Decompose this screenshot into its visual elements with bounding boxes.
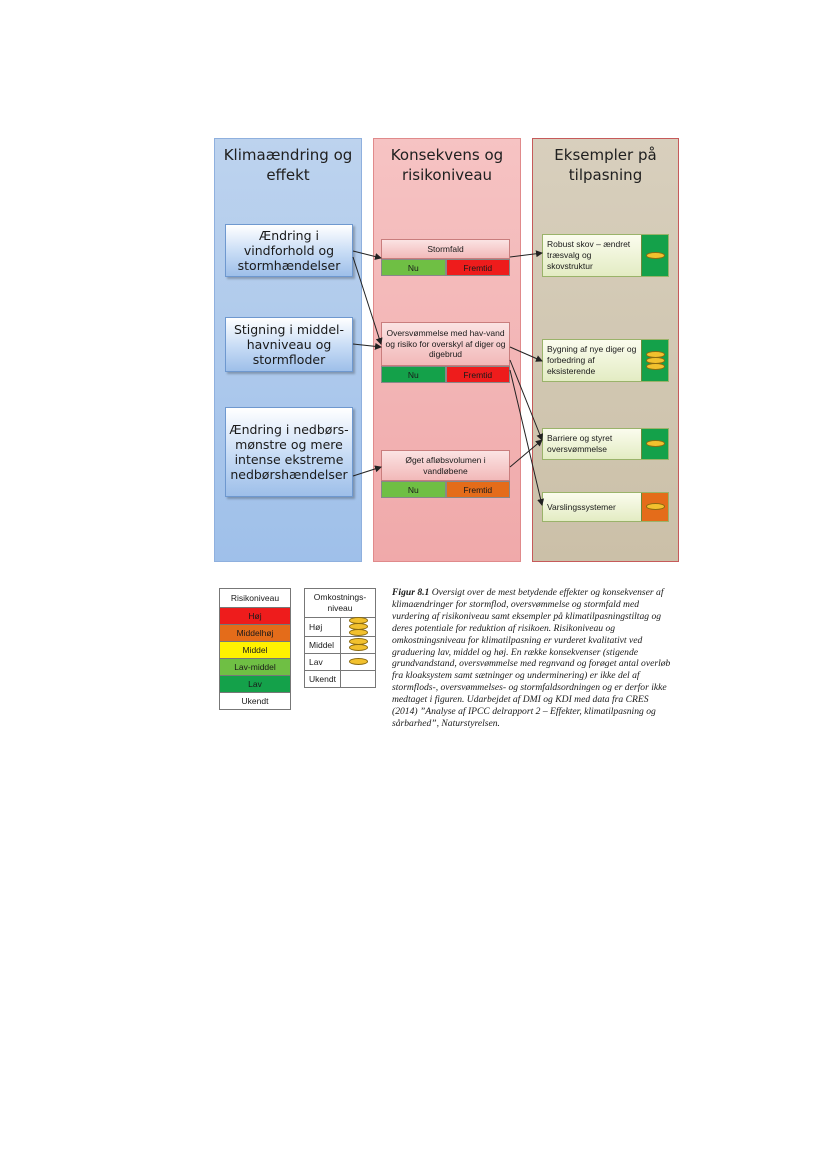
caption-label: Figur 8.1 xyxy=(392,587,430,598)
consequence-title: Oversvømmelse med hav-vand og risiko for overskyl af diger og digebrud xyxy=(381,322,510,366)
adaptation-text: Robust skov – ændret træsvalg og skovstruktur xyxy=(547,239,631,271)
legend-item-lowmedium: Lav-middel xyxy=(220,659,291,676)
climate-box-wind: Ændring i vindforhold og stormhændelser xyxy=(225,224,353,277)
cost-indicator xyxy=(641,340,668,381)
legend-item-low: Lav xyxy=(220,676,291,693)
coin-stack-icon xyxy=(345,618,371,636)
consequence-title: Øget afløbsvolumen i vandløbene xyxy=(381,450,510,481)
figure-caption xyxy=(392,587,675,730)
legend-item-unknown: Ukendt xyxy=(305,671,341,688)
legend-item-medium: Middel xyxy=(305,637,341,654)
cost-level-legend xyxy=(304,588,376,688)
legend-item-medium: Middel xyxy=(220,642,291,659)
risk-now-pill: Nu xyxy=(381,481,446,498)
legend-item-high: Høj xyxy=(305,618,341,637)
consequence-box-runoff xyxy=(381,450,510,498)
adaptation-text: Barriere og styret oversvømmelse xyxy=(547,433,613,454)
cost-indicator xyxy=(641,429,668,459)
adaptation-box-barrier xyxy=(542,428,669,460)
consequence-title: Stormfald xyxy=(381,239,510,259)
consequence-box-flooding xyxy=(381,322,510,383)
risk-future-pill: Fremtid xyxy=(446,366,511,383)
climate-box-precipitation: Ændring i nedbørs-mønstre og mere intense ekstreme nedbørshændelser xyxy=(225,407,353,497)
cost-indicator xyxy=(641,235,668,276)
coin-stack-icon xyxy=(646,504,665,510)
risk-future-pill: Fremtid xyxy=(446,481,511,498)
risk-future-pill: Fremtid xyxy=(446,259,511,276)
legend-item-unknown: Ukendt xyxy=(220,693,291,710)
legend-item-low: Lav xyxy=(305,654,341,671)
coin-stack-icon xyxy=(646,253,665,259)
adaptation-text: Bygning af nye diger og forbedring af eksisterende xyxy=(547,344,637,376)
consequence-box-stormfald xyxy=(381,239,510,276)
coin-stack-icon xyxy=(345,659,371,665)
risk-now-pill: Nu xyxy=(381,259,446,276)
risk-level-legend xyxy=(219,588,291,710)
column-header-adaptation: Eksempler på tilpasning xyxy=(554,146,657,184)
column-header-climate: Klimaændring og effekt xyxy=(223,146,353,184)
adaptation-text: Varslingssystemer xyxy=(547,501,616,512)
adaptation-box-warning xyxy=(542,492,669,522)
risk-now-pill: Nu xyxy=(381,366,446,383)
legend-header: Risikoniveau xyxy=(220,589,291,608)
coin-stack-icon xyxy=(345,639,371,651)
cost-indicator xyxy=(641,493,668,521)
coin-stack-icon xyxy=(646,441,665,447)
legend-item-mediumhigh: Middelhøj xyxy=(220,625,291,642)
caption-text: Oversigt over de mest betydende effekter og konsekvenser af klimaændringer for stormflod, oversvømmelse og stormfald med vurdering af risikoniveau samt eksempler på klimatilpasningstiltag og deres potentiale for reduktion af risikoen. Risikoniveau og omkostningsniveau for klimatilpasning er vurderet kvalitativt ved graduering lav, middel og høj. En række konsekvenser (stigende grundvandstand, oversvømmelse med regnvand og forøget antal overløb fra kloaksystem samt sætninger og underminering) er ikke del af stormflods-, oversvømmelses- og stormfaldsordningen og er derfor ikke medtaget i figuren. Udarbejdet af DMI og KDI med data fra CRES (2014) ”Analyse af IPCC delrapport 2 – Effekter, klimatilpasning og sårbarhed”, Naturstyrelsen. xyxy=(392,587,671,729)
legend-header: Omkostnings-niveau xyxy=(305,589,376,618)
column-header-consequence: Konsekvens og risikoniveau xyxy=(390,146,504,184)
climate-box-sealevel: Stigning i middel-havniveau og stormfloder xyxy=(225,317,353,372)
adaptation-box-dikes xyxy=(542,339,669,382)
coin-stack-icon xyxy=(646,352,665,370)
adaptation-box-forest xyxy=(542,234,669,277)
legend-item-high: Høj xyxy=(220,608,291,625)
